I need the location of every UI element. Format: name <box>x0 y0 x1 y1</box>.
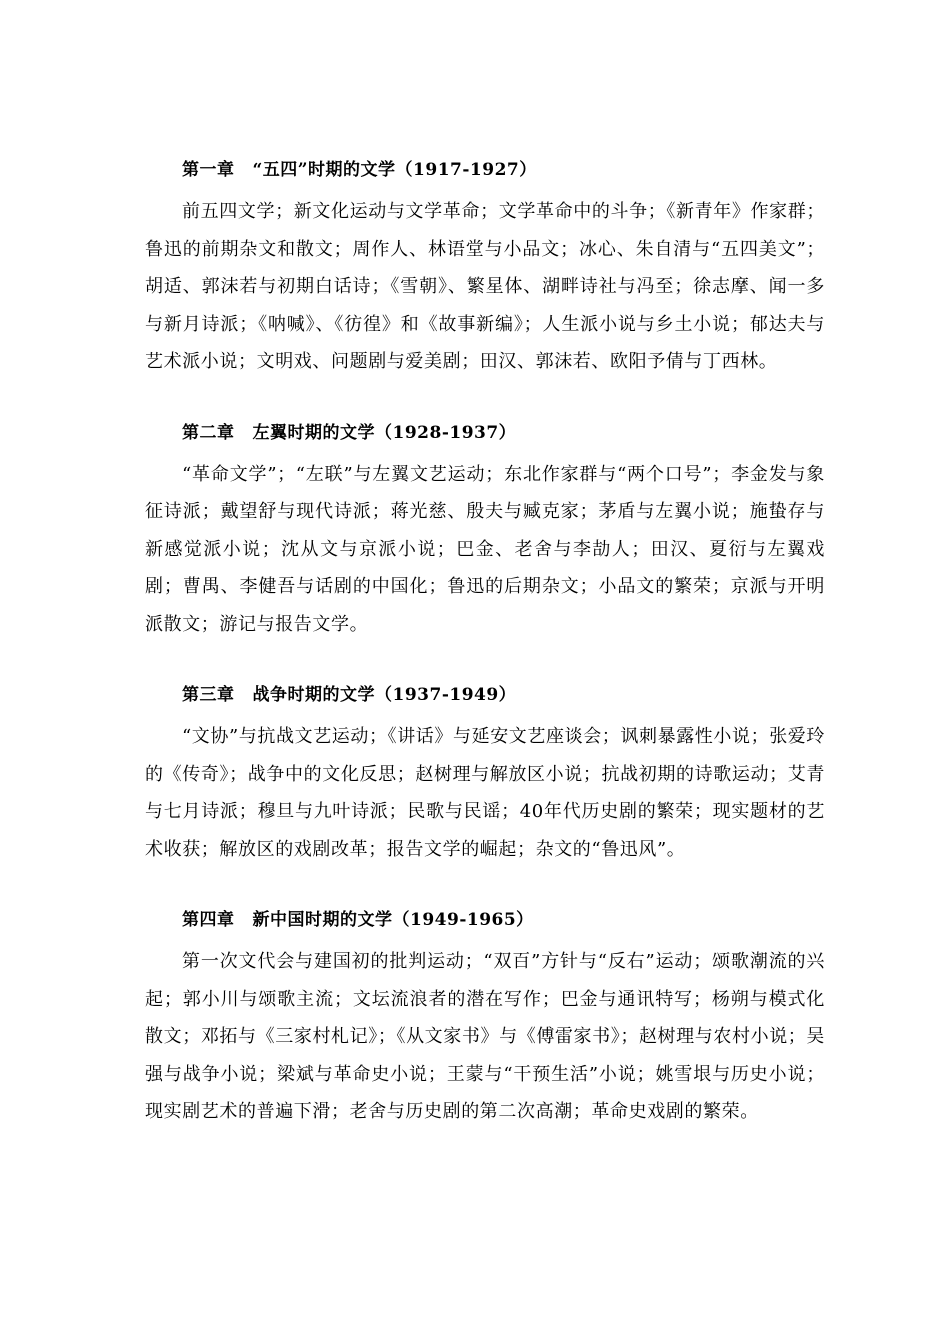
chapter-heading <box>182 158 825 182</box>
chapter-number: 第三章 <box>182 685 235 705</box>
chapter-heading <box>182 421 825 445</box>
chapter-1 <box>145 158 825 381</box>
chapter-number: 第二章 <box>182 422 235 443</box>
chapter-body: 第一次文代会与建国初的批判运动；“双百”方针与“反右”运动；颂歌潮流的兴起；郭小川与颂歌主流；文坛流浪者的潜在写作；巴金与通讯特写；杨朔与模式化散文；邓拓与《三家村札记》；《从文家书》与《傅雷家书》；赵树理与农村小说；吴强与战争小说；梁斌与革命史小说；王蒙与“干预生活”小说；姚雪垠与历史小说；现实剧艺术的普遍下滑；老舍与历史剧的第二次高潮；革命史戏剧的繁荣。 <box>145 951 825 1122</box>
chapter-number: 第四章 <box>182 910 235 930</box>
document-page <box>145 158 825 1171</box>
chapter-3 <box>145 683 825 868</box>
chapter-body: 前五四文学；新文化运动与文学革命；文学革命中的斗争；《新青年》作家群；鲁迅的前期杂文和散文；周作人、林语堂与小品文；冰心、朱自清与“五四美文”；胡适、郭沫若与初期白话诗；《雪朝》、繁星体、湖畔诗社与冯至；徐志摩、闻一多与新月诗派；《呐喊》、《彷徨》和《故事新编》；人生派小说与乡土小说；郁达夫与艺术派小说；文明戏、问题剧与爱美剧；田汉、郭沫若、欧阳予倩与丁西林。 <box>145 201 825 372</box>
chapter-title: 新中国时期的文学（1949-1965） <box>252 910 534 930</box>
chapter-title: 左翼时期的文学（1928-1937） <box>252 422 517 443</box>
chapter-number: 第一章 <box>182 160 235 180</box>
chapter-title: 战争时期的文学（1937-1949） <box>252 685 517 705</box>
chapter-body: “文协”与抗战文艺运动；《讲话》与延安文艺座谈会；讽刺暴露性小说；张爱玲的《传奇》；战争中的文化反思；赵树理与解放区小说；抗战初期的诗歌运动；艾青与七月诗派；穆旦与九叶诗派；民歌与民谣；40年代历史剧的繁荣；现实题材的艺术收获；解放区的戏剧改革；报告文学的崛起；杂文的“鲁迅风”。 <box>145 726 826 860</box>
chapter-body: “革命文学”；“左联”与左翼文艺运动；东北作家群与“两个口号”；李金发与象征诗派；戴望舒与现代诗派；蒋光慈、殷夫与臧克家；茅盾与左翼小说；施蛰存与新感觉派小说；沈从文与京派小说；巴金、老舍与李劼人；田汉、夏衍与左翼戏剧；曹禺、李健吾与话剧的中国化；鲁迅的后期杂文；小品文的繁荣；京派与开明派散文；游记与报告文学。 <box>145 463 825 635</box>
chapter-title: “五四”时期的文学（1917-1927） <box>252 160 537 180</box>
chapter-4 <box>145 908 825 1131</box>
chapter-heading <box>182 683 825 707</box>
chapter-2 <box>145 421 825 644</box>
chapter-heading <box>182 908 825 932</box>
